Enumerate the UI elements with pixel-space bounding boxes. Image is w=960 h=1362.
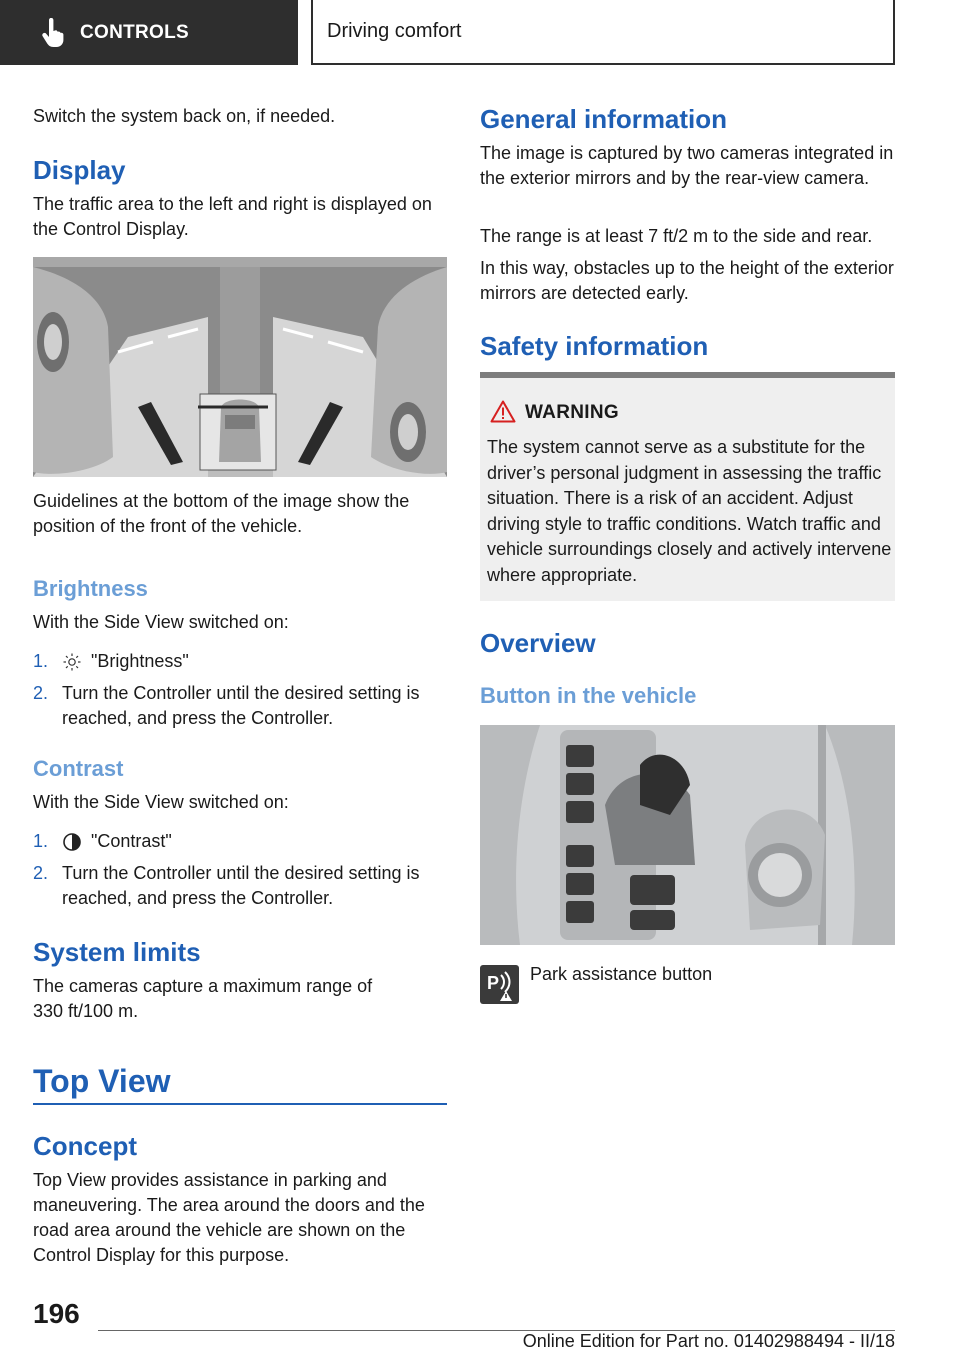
- page-number: 196: [33, 1298, 80, 1329]
- chapter-title: Driving comfort: [327, 20, 462, 42]
- park-assistance-button-icon: [480, 965, 519, 1004]
- menu-item-label: "Brightness": [91, 651, 189, 671]
- menu-item-label: "Contrast": [91, 831, 172, 851]
- brightness-intro: With the Side View switched on:: [33, 612, 289, 632]
- concept-text: Top View provides assistance in parking and maneuvering. The area around the doors and the road area around the vehicle are shown on the Control Display for this purpose.: [33, 1170, 425, 1265]
- contrast-heading: Contrast: [33, 756, 124, 781]
- section-title: CONTROLS: [80, 21, 190, 43]
- safety-information-heading: Safety information: [480, 331, 709, 361]
- chapter-tab: [311, 0, 895, 65]
- list-item: [33, 649, 447, 675]
- contrast-icon: [62, 832, 82, 852]
- display-heading: Display: [33, 155, 126, 185]
- edition-text: Online Edition for Part no. 01402988494 - II/18: [522, 1331, 895, 1351]
- image-caption: Guidelines at the bottom of the image show the position of the front of the vehicle.: [33, 491, 410, 536]
- general-paragraph-1: The image is captured by two cameras integrated in the exterior mirrors and by the rear-view camera.: [480, 143, 894, 188]
- general-paragraph-3: In this way, obstacles up to the height of the exterior mirrors are detected early.: [480, 258, 894, 303]
- hand-pointer-icon: [40, 18, 66, 48]
- system-limits-text: The cameras capture a maximum range of 330 ft/100 m.: [33, 976, 373, 1021]
- heading-rule: [33, 1103, 447, 1105]
- list-item: [33, 829, 447, 855]
- park-assistance-label: Park assistance button: [530, 964, 713, 984]
- step-number: 2.: [33, 683, 49, 703]
- section-tab: [0, 0, 298, 65]
- warning-text: The system cannot serve as a substitute for the driver’s personal judgment in assessing the traffic situation. There is a risk of an accident. Adjust driving style to traffic conditions. Watch traffic and vehicle surroundings closely and actively intervene where appropriate.: [487, 437, 892, 585]
- brightness-heading: Brightness: [33, 576, 148, 601]
- step-text: Turn the Controller until the desired setting is reached, and press the Controller.: [62, 683, 420, 728]
- top-view-heading: Top View: [33, 1063, 171, 1099]
- concept-heading: Concept: [33, 1131, 137, 1161]
- warning-triangle-icon: [490, 400, 516, 423]
- system-limits-heading: System limits: [33, 937, 201, 967]
- contrast-intro: With the Side View switched on:: [33, 792, 289, 812]
- general-information-heading: General information: [480, 104, 728, 134]
- step-number: 1.: [33, 831, 49, 851]
- intro-text: Switch the system back on, if needed.: [33, 106, 336, 126]
- brightness-sun-icon: [62, 652, 82, 672]
- step-number: 1.: [33, 651, 49, 671]
- button-in-vehicle-heading: Button in the vehicle: [480, 683, 697, 708]
- overview-heading: Overview: [480, 628, 596, 658]
- general-paragraph-2: The range is at least 7 ft/2 m to the side and rear.: [480, 226, 873, 246]
- step-text: Turn the Controller until the desired setting is reached, and press the Controller.: [62, 863, 420, 908]
- center-console-image: [480, 725, 895, 945]
- side-view-display-image: [33, 257, 447, 477]
- display-text: The traffic area to the left and right is displayed on the Control Display.: [33, 194, 432, 239]
- list-item: [33, 681, 447, 733]
- step-number: 2.: [33, 863, 49, 883]
- warning-box: [480, 372, 895, 601]
- warning-title: WARNING: [525, 402, 619, 423]
- list-item: [33, 861, 447, 913]
- svg-text:P: P: [487, 973, 500, 993]
